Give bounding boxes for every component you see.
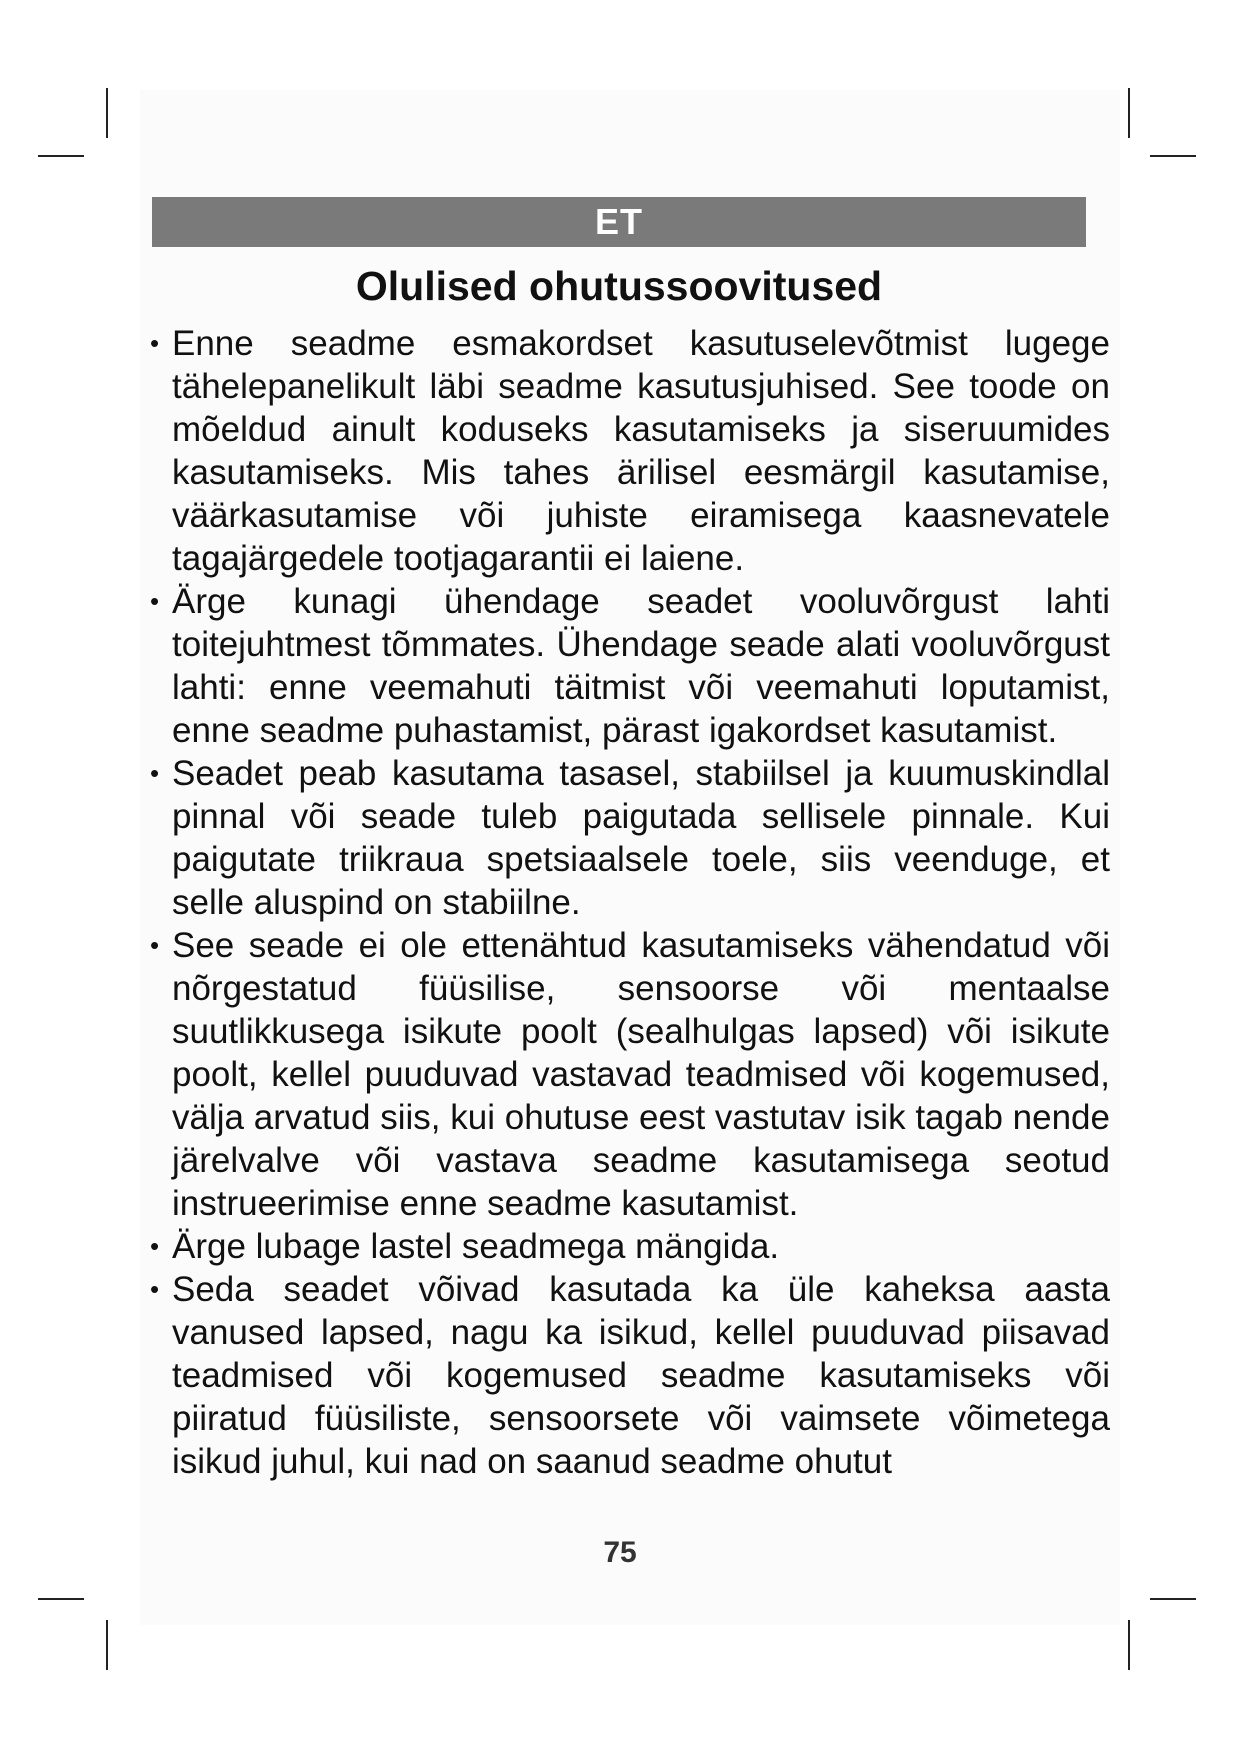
bullet-icon: • [150, 586, 160, 616]
list-item-text: Ärge kunagi ühendage seadet vooluvõrgust lahti toitejuhtmest tõmmates. Ühendage seade alati vooluvõrgust lahti: enne veemahuti täitmist või veemahuti loputamist, enne seadme puhastamist, pärast igakordset kasutamist. [172, 582, 1110, 750]
crop-mark-bottom-left-vertical [106, 1620, 108, 1670]
crop-mark-bottom-right-vertical [1128, 1620, 1130, 1670]
list-item [150, 322, 1110, 580]
crop-mark-bottom-left-horizontal [38, 1598, 84, 1600]
list-item [150, 924, 1110, 1225]
crop-mark-bottom-right-horizontal [1150, 1598, 1196, 1600]
list-item [150, 752, 1110, 924]
bullet-icon: • [150, 758, 160, 788]
list-item [150, 580, 1110, 752]
crop-mark-top-right-vertical [1128, 88, 1130, 138]
bullet-icon: • [150, 1274, 160, 1304]
list-item [150, 1268, 1110, 1483]
list-item [150, 1225, 1110, 1268]
list-item-text: See seade ei ole ettenähtud kasutamiseks vähendatud või nõrgestatud füüsilise, sensoorse või mentaalse suutlikkusega isikute poolt (sealhulgas lapsed) või isikute poolt, kellel puuduvad vastavad teadmised või kogemused, välja arvatud siis, kui ohutuse eest vastutav isik tagab nende järelvalve või vastava seadme kasutamisega seotud instrueerimise enne seadme kasutamist. [172, 926, 1110, 1223]
crop-mark-top-right-horizontal [1150, 155, 1196, 157]
bullet-icon: • [150, 930, 160, 960]
language-header-bar [152, 197, 1086, 247]
safety-instructions-list [150, 322, 1110, 1483]
list-item-text: Seda seadet võivad kasutada ka üle kaheksa aasta vanused lapsed, nagu ka isikud, kellel puuduvad piisavad teadmised või kogemused seadme kasutamiseks või piiratud füüsiliste, sensoorsete või vaimsete võimetega isikud juhul, kui nad on saanud seadme ohutut [172, 1270, 1110, 1481]
bullet-icon: • [150, 328, 160, 358]
list-item-text: Ärge lubage lastel seadmega mängida. [172, 1227, 780, 1266]
list-item-text: Seadet peab kasutama tasasel, stabiilsel ja kuumuskindlal pinnal või seade tuleb paigutada sellisele pinnale. Kui paigutate triikraua spetsiaalsele toele, siis veenduge, et selle aluspind on stabiilne. [172, 754, 1110, 922]
page-title: Olulised ohutussoovitused [355, 263, 883, 309]
crop-mark-top-left-horizontal [38, 155, 84, 157]
crop-mark-top-left-vertical [106, 88, 108, 138]
list-item-text: Enne seadme esmakordset kasutuselevõtmist lugege tähelepanelikult läbi seadme kasutusjuhised. See toode on mõeldud ainult koduseks kasutamiseks ja siseruumides kasutamiseks. Mis tahes ärilisel eesmärgil kasutamise, väärkasutamise või juhiste eiramisega kaasnevatele tagajärgedele tootjagarantii ei laiene. [172, 324, 1110, 578]
page-number: 75 [603, 1536, 637, 1569]
language-code: ET [594, 201, 643, 242]
bullet-icon: • [150, 1231, 160, 1261]
